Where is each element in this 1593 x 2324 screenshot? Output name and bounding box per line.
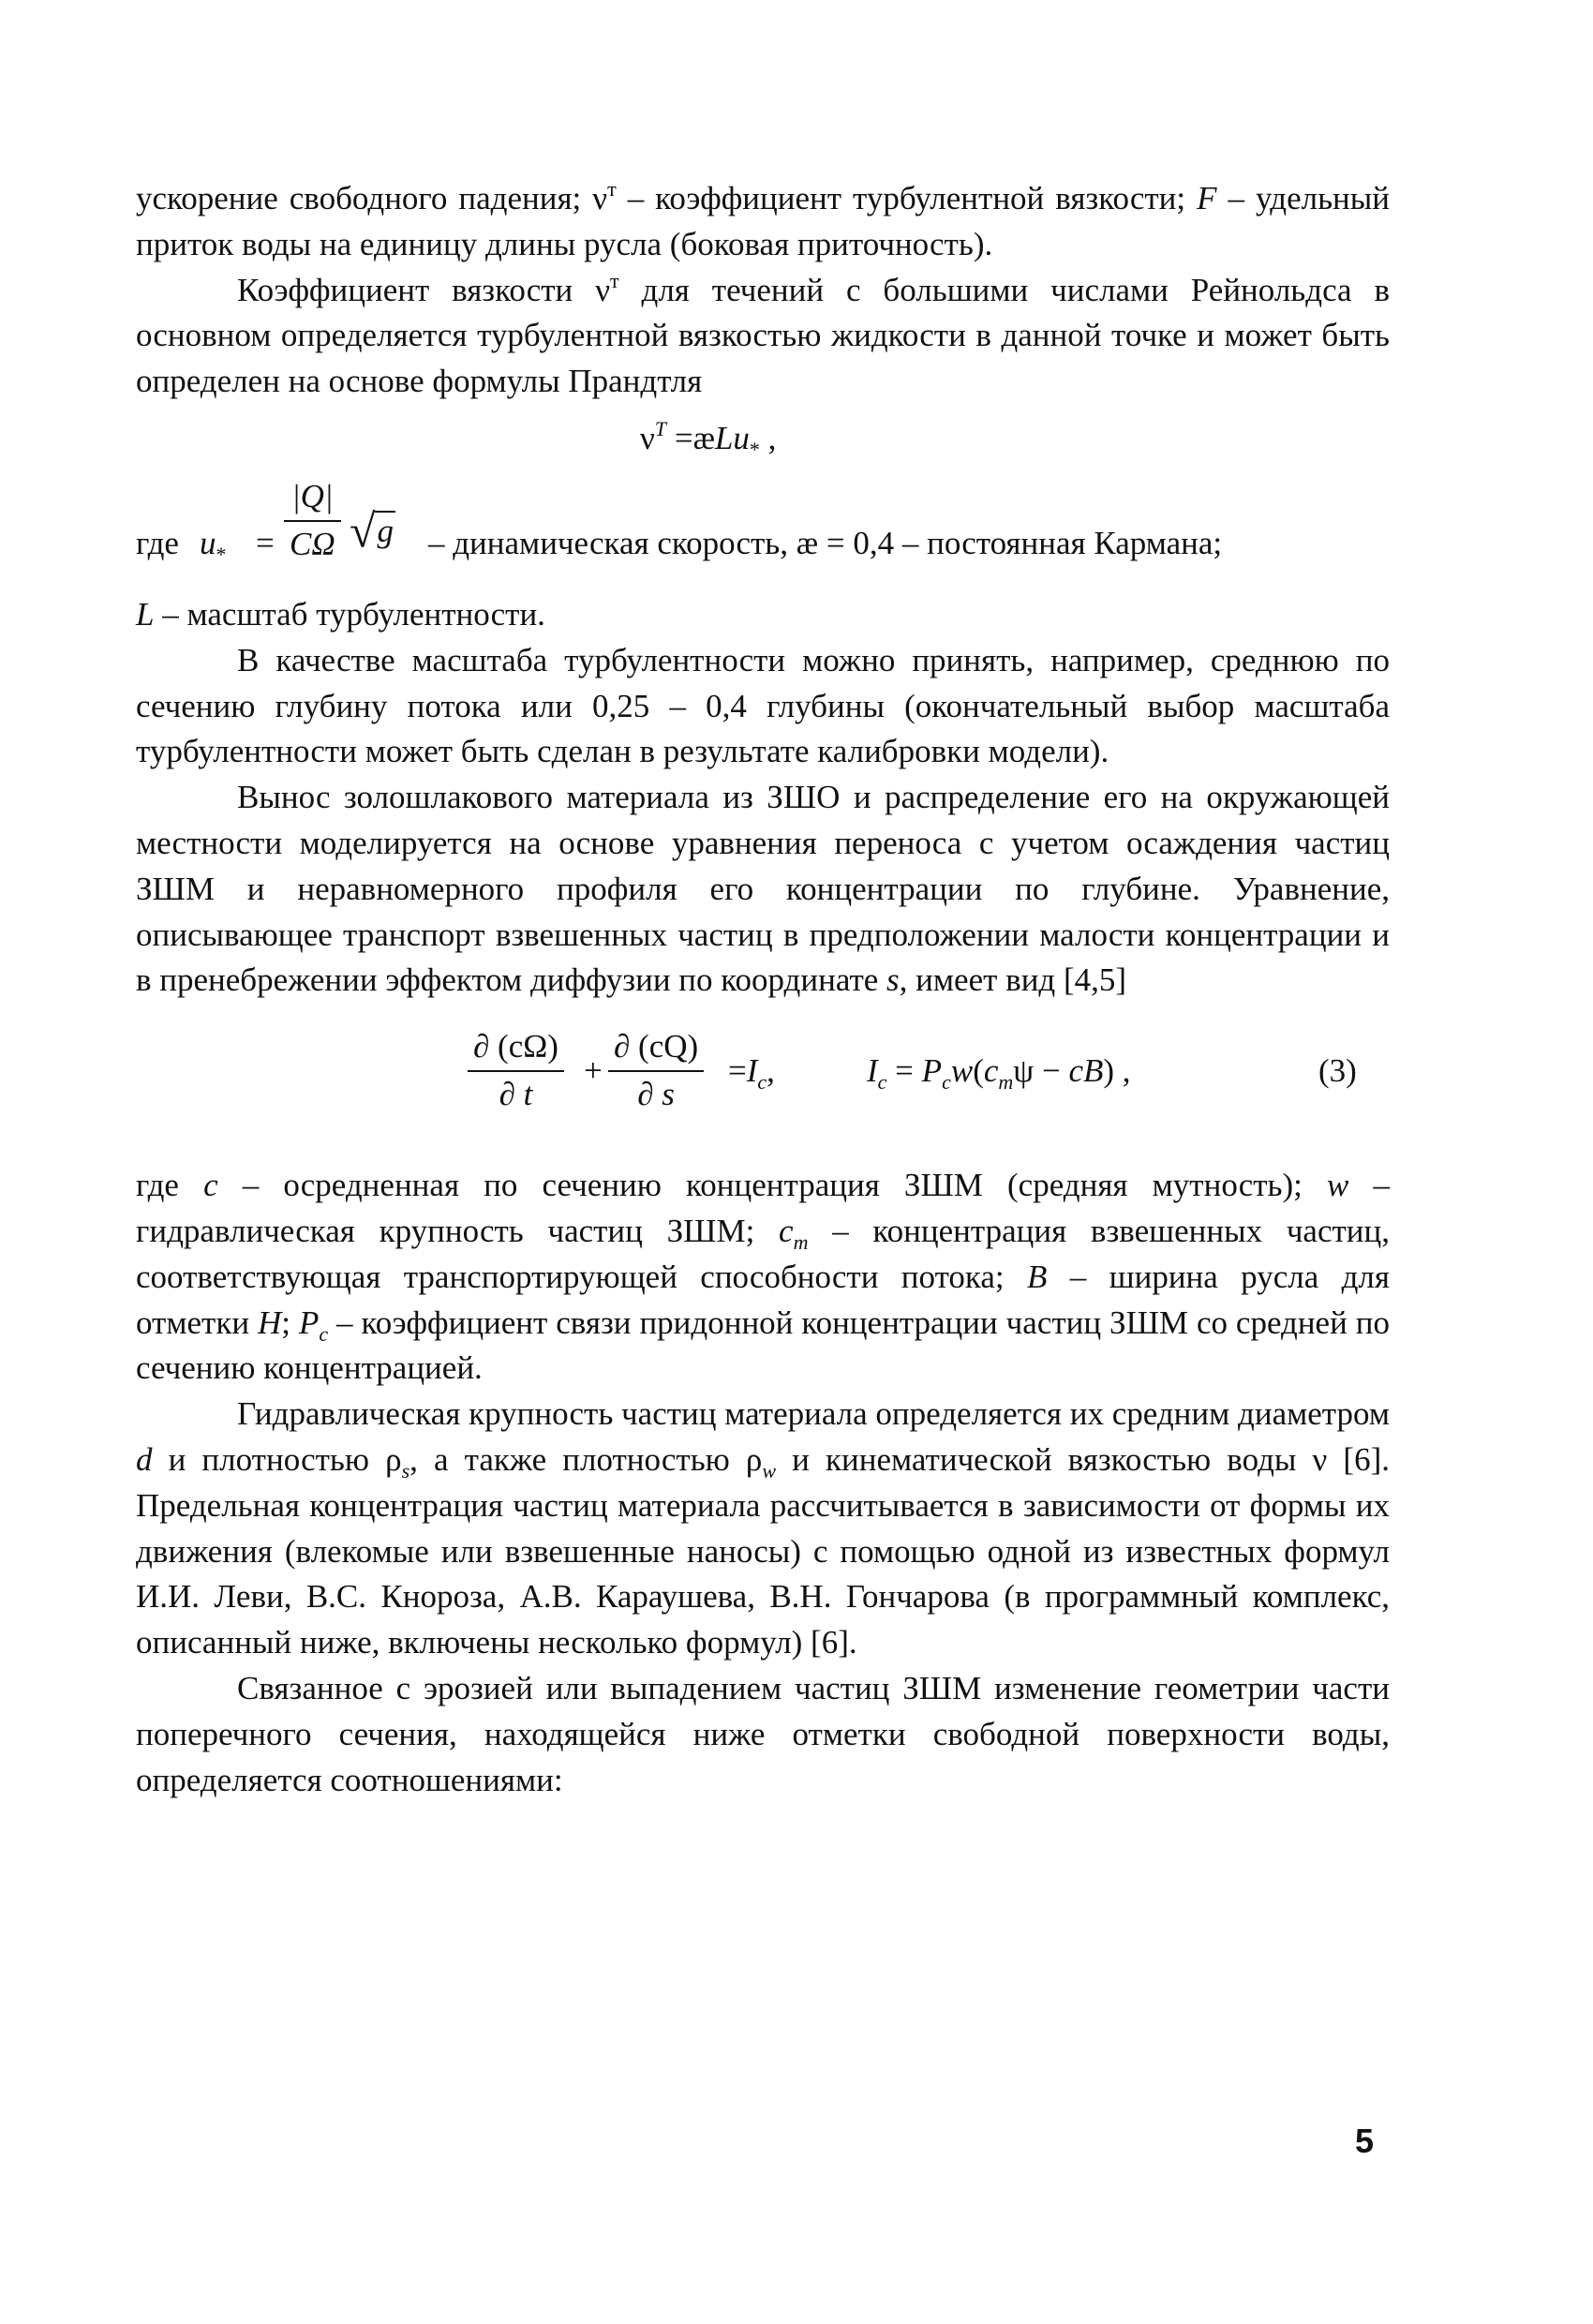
variable: I [867, 1052, 878, 1090]
formula-nu: ν [640, 419, 655, 456]
variable: u [200, 524, 216, 561]
equals-sign: = [886, 1052, 922, 1090]
variable: c [203, 1167, 218, 1204]
text-span: , а также плотностью ρ [409, 1440, 763, 1478]
variable: B [1027, 1258, 1048, 1295]
text-span: , имеет вид [4,5] [899, 961, 1127, 999]
equation-number: (3) [1318, 1052, 1357, 1090]
subscript: * [216, 542, 227, 566]
text-span: для течений с большими числами Рейнольдса в основном определяется турбулентной вязкостью жидкости в данной точке и может быть определен на основе формулы Прандтля [136, 271, 1390, 400]
fraction-numerator: ∂ (cΩ) [473, 1028, 558, 1065]
sqrt-icon: √ [350, 504, 376, 558]
variable: d [136, 1440, 153, 1478]
text-span: – гидравлическая крупность частиц ЗШМ; [136, 1167, 1390, 1249]
variable: w [1327, 1167, 1349, 1204]
paragraph-l [136, 592, 1390, 638]
fraction-numerator: ∂ (cQ) [614, 1028, 699, 1065]
variable: s [886, 961, 900, 999]
sqrt [350, 504, 395, 558]
text-span: и плотностью ρ [152, 1440, 402, 1478]
subscript: * [749, 437, 760, 461]
paragraph-6 [136, 1392, 1390, 1666]
equation-3 [136, 1004, 1390, 1163]
superscript: T [654, 416, 667, 440]
variable: I [746, 1052, 758, 1090]
text-span: ; [281, 1304, 299, 1341]
variable: H [257, 1304, 282, 1341]
paragraph-7: Связанное с эрозией или выпадением частиц ЗШМ изменение геометрии части поперечного сечения, находящейся ниже отметки свободной поверхности воды, определяется соотношениями: [136, 1669, 1390, 1798]
paragraph-4 [136, 775, 1390, 1004]
variable: c [779, 1212, 794, 1249]
variable: cB [1068, 1052, 1104, 1090]
fraction-denominator: ∂ s [608, 1070, 704, 1118]
subscript: m [793, 1229, 809, 1254]
text-span: – коэффициент связи придонной концентрации частиц ЗШМ со средней по сечению концентрацией. [136, 1304, 1390, 1387]
fraction-denominator: ∂ t [468, 1070, 564, 1118]
comma: , [1114, 1052, 1131, 1090]
subscript: c [877, 1070, 887, 1095]
fraction [284, 474, 341, 568]
variable: L [136, 595, 155, 633]
text-span: где [136, 1167, 204, 1204]
subscript: s [401, 1458, 410, 1482]
text-span: – масштаб турбулентности. [154, 595, 545, 633]
variable: F [1197, 180, 1217, 216]
where-dynamic-velocity [136, 470, 1390, 592]
fraction-numerator: |Q| [291, 477, 334, 514]
body-text [136, 176, 1390, 1803]
text-span: – коэффициент турбулентной вязкости; [616, 180, 1186, 216]
variable: c [983, 1052, 999, 1090]
fraction [468, 1024, 564, 1118]
text-span: Коэффициент вязкости ν [237, 271, 611, 308]
where-word: где [136, 524, 179, 561]
variable: w [950, 1052, 974, 1090]
text-span: Гидравлическая крупность частиц материала определяется их средним диаметром [237, 1395, 1390, 1433]
equals-sign: = [256, 524, 275, 561]
paragraph-3: В качестве масштаба турбулентности можно принять, например, среднюю по сечению глубину потока или 0,25 – 0,4 глубины (окончательный выбор масштаба турбулентности может быть сделан в результате калибровки модели). [136, 641, 1390, 770]
plus-sign: + [584, 1052, 603, 1090]
page-number: 5 [1355, 2122, 1375, 2160]
paren: ) [1103, 1052, 1115, 1090]
variable: g [377, 512, 394, 549]
text-span: ускорение свободного падения; ν [136, 180, 608, 216]
variable: P [298, 1304, 320, 1341]
fraction [608, 1024, 704, 1118]
text-span: Вынос золошлакового материала из ЗШО и распределение его на окружающей местности моделируется на основе уравнения переноса с учетом осаждения частиц ЗШМ и неравномерного профиля его концентрации по глубине. Уравнение, описывающее транспорт взвешенных частиц в предположении малости концентрации и в пренебрежении эффектом диффузии по координате [136, 779, 1390, 999]
subscript: c [757, 1070, 767, 1095]
text-span: – ширина русла для отметки [136, 1258, 1390, 1341]
fraction-denominator: CΩ [284, 520, 341, 568]
formula-prandtl [136, 409, 1390, 465]
paragraph-1 [136, 176, 1390, 268]
subscript: m [998, 1070, 1014, 1095]
psi-symbol: ψ [1013, 1052, 1035, 1090]
superscript: т [610, 268, 619, 292]
text-span: – удельный приток воды на единицу длины русла (боковая приточность). [136, 180, 1391, 262]
formula-text: =æ [666, 419, 715, 456]
paragraph-5 [136, 1163, 1390, 1392]
comma: , [767, 1052, 775, 1090]
text-span: – концентрация взвешенных частиц, соответствующая транспортирующей способности потока; [136, 1212, 1390, 1295]
subscript: c [942, 1070, 951, 1095]
superscript: т [607, 177, 617, 201]
subscript: c [319, 1321, 329, 1346]
equals-sign: = [728, 1052, 747, 1090]
formula-text: , [759, 419, 777, 456]
text-span: – осредненная по сечению концентрация ЗШМ (средняя мутность); [217, 1167, 1327, 1204]
variable: Lu [714, 419, 750, 456]
minus-sign: − [1034, 1052, 1069, 1090]
subscript: w [762, 1458, 777, 1482]
paragraph-2 [136, 268, 1390, 405]
text-span: и кинематической вязкостью воды ν [6]. Предельная концентрация частиц материала рассчитывается в зависимости от формы их движения (влекомые или взвешенные наносы) с помощью одной из известных формул И.И. Леви, В.С. Кнороза, А.В. Караушева, В.Н. Гончарова (в программный комплекс, описанный ниже, включены несколько формул) [6]. [136, 1440, 1390, 1661]
variable: P [921, 1052, 943, 1090]
text-span: – динамическая скорость, æ = 0,4 – постоянная Кармана; [428, 524, 1223, 561]
paren: ( [973, 1052, 984, 1090]
